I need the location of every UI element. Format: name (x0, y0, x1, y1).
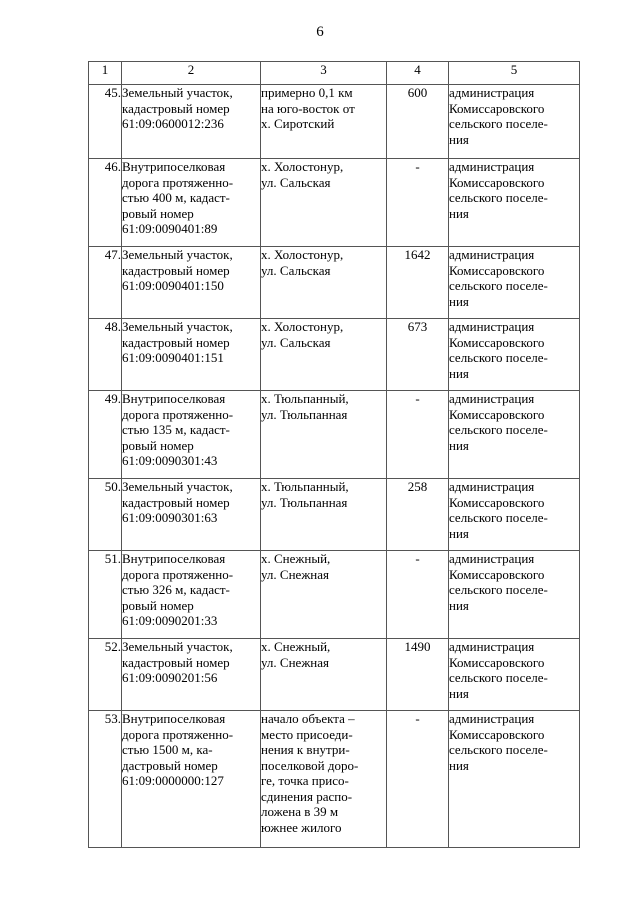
object-owner (449, 391, 580, 479)
row-number-text: 45. (104, 85, 121, 100)
object-location-text: х. Холостонур, ул. Сальская (261, 247, 344, 278)
object-area (387, 479, 449, 551)
table-row (89, 247, 580, 319)
object-location-text: х. Холостонур, ул. Сальская (261, 159, 344, 190)
object-owner (449, 711, 580, 848)
object-name (122, 159, 261, 247)
row-number-text: 50. (104, 479, 121, 494)
object-name-text: Внутрипоселковая дорога протяженно- стью 400 м, кадаст- ровый номер 61:09:0090401:89 (122, 159, 234, 236)
object-name-text: Внутрипоселковая дорога протяженно- стью 1500 м, ка- дастровый номер 61:09:0000000:127 (122, 711, 234, 788)
object-area (387, 551, 449, 639)
object-area-text: - (415, 159, 420, 174)
object-owner-text: администрация Комиссаровского сельского поселе- ния (449, 711, 548, 773)
object-area-text: 1642 (404, 247, 431, 262)
object-name-text: Земельный участок, кадастровый номер 61:09:0090401:151 (122, 319, 233, 365)
object-location-text: х. Снежный, ул. Снежная (261, 639, 331, 670)
row-number (89, 85, 122, 159)
row-number-text: 49. (104, 391, 121, 406)
object-location-text: х. Снежный, ул. Снежная (261, 551, 331, 582)
object-area (387, 639, 449, 711)
object-name (122, 479, 261, 551)
column-header-area: 4 (387, 62, 449, 85)
object-area-text: 258 (407, 479, 428, 494)
object-owner-text: администрация Комиссаровского сельского поселе- ния (449, 85, 548, 147)
object-name (122, 247, 261, 319)
table-row (89, 479, 580, 551)
object-name-text: Внутрипоселковая дорога протяженно- стью 326 м, кадаст- ровый номер 61:09:0090201:33 (122, 551, 234, 628)
object-location-text: х. Тюльпанный, ул. Тюльпанная (261, 479, 349, 510)
object-area (387, 159, 449, 247)
object-owner-text: администрация Комиссаровского сельского поселе- ния (449, 551, 548, 613)
object-name-text: Земельный участок, кадастровый номер 61:09:0090301:63 (122, 479, 233, 525)
object-name-text: Земельный участок, кадастровый номер 61:09:0090201:56 (122, 639, 233, 685)
object-location (261, 551, 387, 639)
table-row (89, 159, 580, 247)
row-number-text: 53. (104, 711, 121, 726)
object-area (387, 247, 449, 319)
object-location (261, 159, 387, 247)
object-name (122, 85, 261, 159)
object-name (122, 639, 261, 711)
object-name (122, 391, 261, 479)
table-row (89, 319, 580, 391)
object-location-text: начало объекта – место присоеди- нения к внутри- поселковой доро- ге, точка присо- сдинения распо- ложена в 39 м южнее жилого (261, 711, 359, 835)
object-area-text: - (415, 391, 420, 406)
object-owner-text: администрация Комиссаровского сельского поселе- ния (449, 159, 548, 221)
object-location (261, 247, 387, 319)
object-area (387, 711, 449, 848)
table-header-row (89, 62, 580, 85)
column-header-number: 1 (89, 62, 122, 85)
object-location (261, 319, 387, 391)
object-area (387, 85, 449, 159)
row-number (89, 479, 122, 551)
object-name (122, 711, 261, 848)
column-header-name: 2 (122, 62, 261, 85)
object-location-text: примерно 0,1 км на юго-восток от х. Сиротский (261, 85, 355, 131)
object-area-text: 1490 (404, 639, 431, 654)
row-number-text: 48. (104, 319, 121, 334)
object-owner (449, 639, 580, 711)
row-number (89, 319, 122, 391)
table-row (89, 85, 580, 159)
row-number-text: 47. (104, 247, 121, 262)
object-area-text: - (415, 711, 420, 726)
object-owner-text: администрация Комиссаровского сельского поселе- ния (449, 391, 548, 453)
object-owner-text: администрация Комиссаровского сельского поселе- ния (449, 479, 548, 541)
object-owner (449, 319, 580, 391)
object-location (261, 639, 387, 711)
object-area-text: 600 (407, 85, 428, 100)
row-number-text: 46. (104, 159, 121, 174)
object-owner (449, 479, 580, 551)
object-area-text: 673 (407, 319, 428, 334)
object-name (122, 319, 261, 391)
object-name-text: Земельный участок, кадастровый номер 61:09:0600012:236 (122, 85, 233, 131)
object-area (387, 391, 449, 479)
object-owner (449, 247, 580, 319)
row-number (89, 551, 122, 639)
row-number (89, 639, 122, 711)
row-number (89, 391, 122, 479)
object-owner (449, 551, 580, 639)
property-registry-table (88, 61, 580, 848)
object-owner (449, 85, 580, 159)
column-header-owner: 5 (449, 62, 580, 85)
row-number-text: 51. (104, 551, 121, 566)
table-row (89, 391, 580, 479)
object-area-text: - (415, 551, 420, 566)
object-owner (449, 159, 580, 247)
object-location (261, 479, 387, 551)
table-row (89, 711, 580, 848)
object-location (261, 711, 387, 848)
object-owner-text: администрация Комиссаровского сельского поселе- ния (449, 319, 548, 381)
object-owner-text: администрация Комиссаровского сельского поселе- ния (449, 247, 548, 309)
object-owner-text: администрация Комиссаровского сельского поселе- ния (449, 639, 548, 701)
row-number (89, 159, 122, 247)
object-name (122, 551, 261, 639)
object-name-text: Внутрипоселковая дорога протяженно- стью 135 м, кадаст- ровый номер 61:09:0090301:43 (122, 391, 234, 468)
table-row (89, 639, 580, 711)
object-location (261, 85, 387, 159)
object-area (387, 319, 449, 391)
row-number-text: 52. (104, 639, 121, 654)
object-location-text: х. Холостонур, ул. Сальская (261, 319, 344, 350)
row-number (89, 711, 122, 848)
row-number (89, 247, 122, 319)
page-number: 6 (316, 24, 324, 40)
object-name-text: Земельный участок, кадастровый номер 61:09:0090401:150 (122, 247, 233, 293)
table-row (89, 551, 580, 639)
column-header-location: 3 (261, 62, 387, 85)
object-location (261, 391, 387, 479)
object-location-text: х. Тюльпанный, ул. Тюльпанная (261, 391, 349, 422)
